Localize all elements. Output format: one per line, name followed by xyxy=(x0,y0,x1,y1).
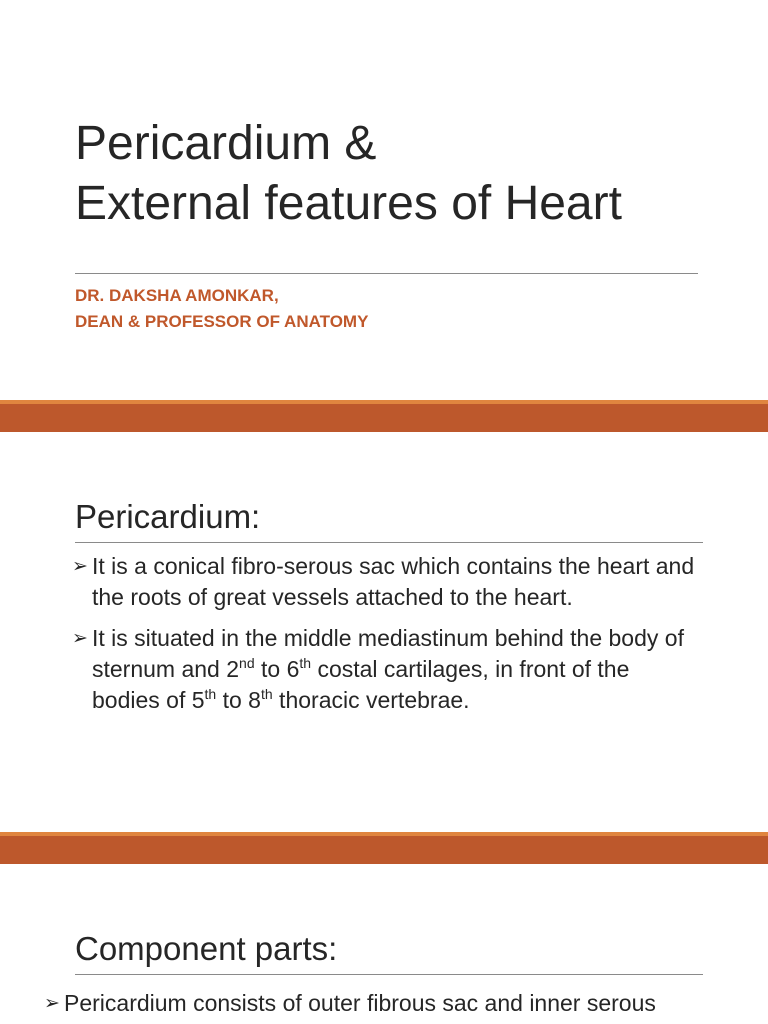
arrow-bullet-icon: ➢ xyxy=(72,627,88,649)
list-item xyxy=(72,551,702,613)
band-highlight xyxy=(0,400,768,404)
author-name: DR. DAKSHA AMONKAR, xyxy=(75,286,279,305)
band-highlight xyxy=(0,832,768,836)
ordinal-suffix: nd xyxy=(239,655,255,671)
arrow-bullet-icon: ➢ xyxy=(44,992,60,1014)
list-item xyxy=(44,988,768,1019)
slide-heading: Component parts: xyxy=(75,930,338,967)
slide-separator-band xyxy=(0,400,768,432)
bullet-text xyxy=(92,625,684,713)
bullet-text: Pericardium consists of outer fibrous sac and inner serous xyxy=(64,990,656,1016)
list-item xyxy=(72,623,702,716)
slide-separator-band xyxy=(0,832,768,864)
bullet-list xyxy=(72,551,702,726)
ordinal-suffix: th xyxy=(204,686,217,702)
ordinal-suffix: th xyxy=(299,655,312,671)
title-divider xyxy=(75,273,698,274)
title-slide xyxy=(0,0,768,400)
title-line-2: External features of Heart xyxy=(75,177,622,230)
ordinal-suffix: th xyxy=(260,686,273,702)
slide-title xyxy=(75,114,622,234)
title-line-1: Pericardium & xyxy=(75,117,377,170)
arrow-bullet-icon: ➢ xyxy=(72,555,88,577)
bullet-text: It is a conical fibro-serous sac which contains the heart and the roots of great vessels attached to the heart. xyxy=(92,553,695,610)
bullet-text-part: to 8 xyxy=(216,687,261,713)
component-parts-slide xyxy=(0,864,768,1024)
heading-divider xyxy=(75,542,703,543)
bullet-list xyxy=(44,988,768,1024)
slide-heading: Pericardium: xyxy=(75,498,261,535)
author-title: DEAN & PROFESSOR OF ANATOMY xyxy=(75,312,369,331)
heading-divider xyxy=(75,974,703,975)
bullet-text-part: costal cartilages, in front of the bodies of 5 xyxy=(92,656,630,713)
pericardium-slide xyxy=(0,432,768,832)
bullet-text-part: thoracic vertebrae. xyxy=(272,687,470,713)
bullet-text-part: to 6 xyxy=(254,656,300,682)
slide-subtitle xyxy=(75,283,368,335)
bullet-text-part: It is situated in the middle mediastinum behind the body of sternum and 2 xyxy=(92,625,684,682)
